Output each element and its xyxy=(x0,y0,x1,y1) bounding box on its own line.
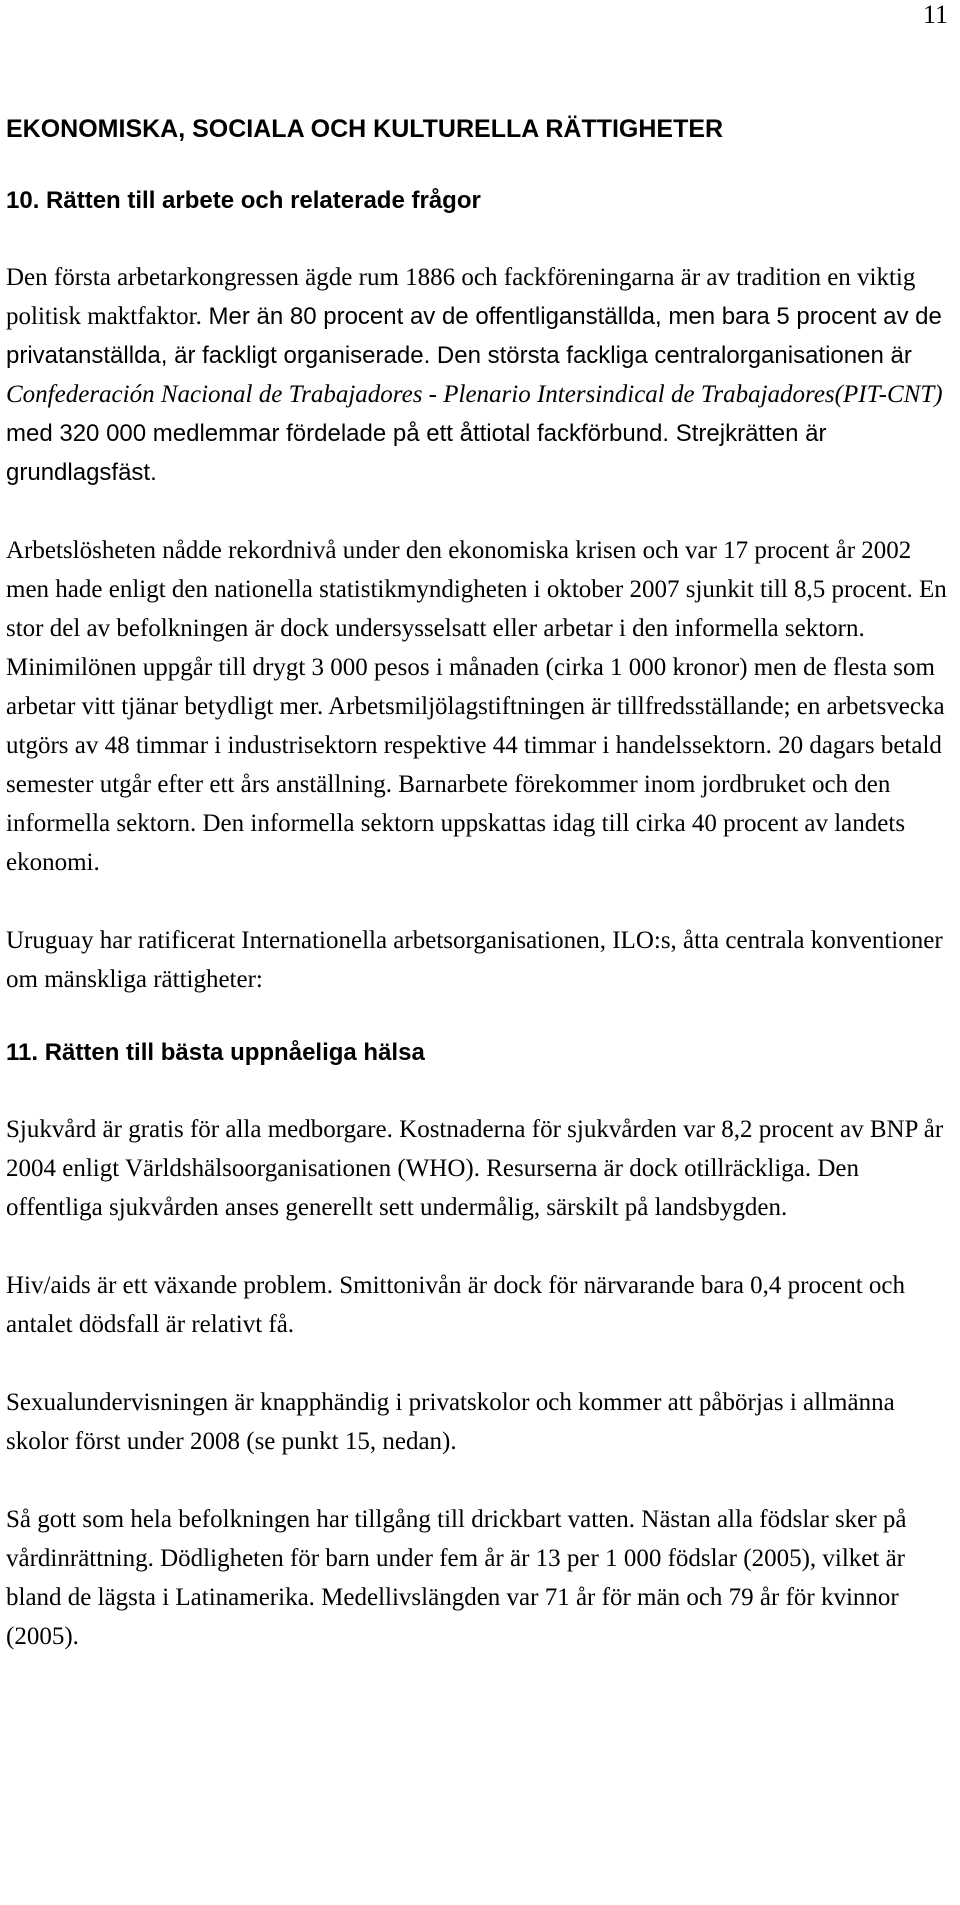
paragraph-hiv: Hiv/aids är ett växande problem. Smittonivån är dock för närvarande bara 0,4 procent och antalet dödsfall är relativt få. xyxy=(6,1272,905,1338)
paragraph-unions xyxy=(6,258,954,492)
page-number: 11 xyxy=(922,0,948,29)
text-span: Strejkrätten är grundlagsfäst. xyxy=(6,420,827,486)
heading-health-rights: 11. Rätten till bästa uppnåeliga hälsa xyxy=(6,1039,425,1066)
paragraph-water-mortality: Så gott som hela befolkningen har tillgång till drickbart vatten. Nästan alla födslar sker på vårdinrättning. Dödligheten för barn under fem år är 13 per 1 000 födslar (2005), vilket är bland de lägsta i Latinamerika. Medellivslängden var 71 år för män och 79 år för kvinnor (2005). xyxy=(6,1506,907,1650)
text-span: Den första arbetarkongressen ägde rum 1886 och fackföreningarna är av tradition en viktig politisk maktfaktor. xyxy=(6,264,916,330)
document-body xyxy=(6,114,954,1695)
heading-work-rights: 10. Rätten till arbete och relaterade frågor xyxy=(6,187,481,214)
paragraph-healthcare: Sjukvård är gratis för alla medborgare. Kostnaderna för sjukvården var 8,2 procent av BNP år 2004 enligt Världshälsoorganisationen (WHO). Resurserna är dock otillräckliga. Den offentliga sjukvården anses generellt sett undermålig, särskilt på landsbygden. xyxy=(6,1116,944,1221)
text-span: med 320 000 medlemmar fördelade på ett åttiotal fackförbund. xyxy=(6,420,670,447)
paragraph-unemployment: Arbetslösheten nådde rekordnivå under den ekonomiska krisen och var 17 procent år 2002 men hade enligt den nationella statistikmyndigheten i oktober 2007 sjunkit till 8,5 procent. En stor del av befolkningen är dock undersysselsatt eller arbetar i den informella sektorn. Minimilönen uppgår till drygt 3 000 pesos i månaden (cirka 1 000 kronor) men de flesta som arbetar vitt tjänar betydligt mer. Arbetsmiljölagstiftningen är tillfredsställande; en arbetsvecka utgörs av 48 timmar i industrisektorn respektive 44 timmar i handelssektorn. 20 dagars betald semester utgår efter ett års anställning. Barnarbete förekommer inom jordbruket och den informella sektorn. Den informella sektorn uppskattas idag till cirka 40 procent av landets ekonomi. xyxy=(6,537,947,876)
organisation-abbreviation: (PIT-CNT) xyxy=(834,381,943,408)
text-span: Mer än 80 procent av de offentliganställda, men bara 5 procent av de privatanställda, är fackligt organiserade. xyxy=(6,303,942,369)
text-span: Den största fackliga centralorganisationen är xyxy=(430,342,912,369)
section-title: EKONOMISKA, SOCIALA OCH KULTURELLA RÄTTIGHETER xyxy=(6,115,724,143)
organisation-name: Confederación Nacional de Trabajadores - Plenario Intersindical de Trabajadores xyxy=(6,381,835,408)
paragraph-ilo: Uruguay har ratificerat Internationella arbetsorganisationen, ILO:s, åtta centrala konventioner om mänskliga rättigheter: xyxy=(6,927,943,993)
paragraph-sex-education: Sexualundervisningen är knapphändig i privatskolor och kommer att påbörjas i allmänna skolor först under 2008 (se punkt 15, nedan). xyxy=(6,1389,895,1455)
